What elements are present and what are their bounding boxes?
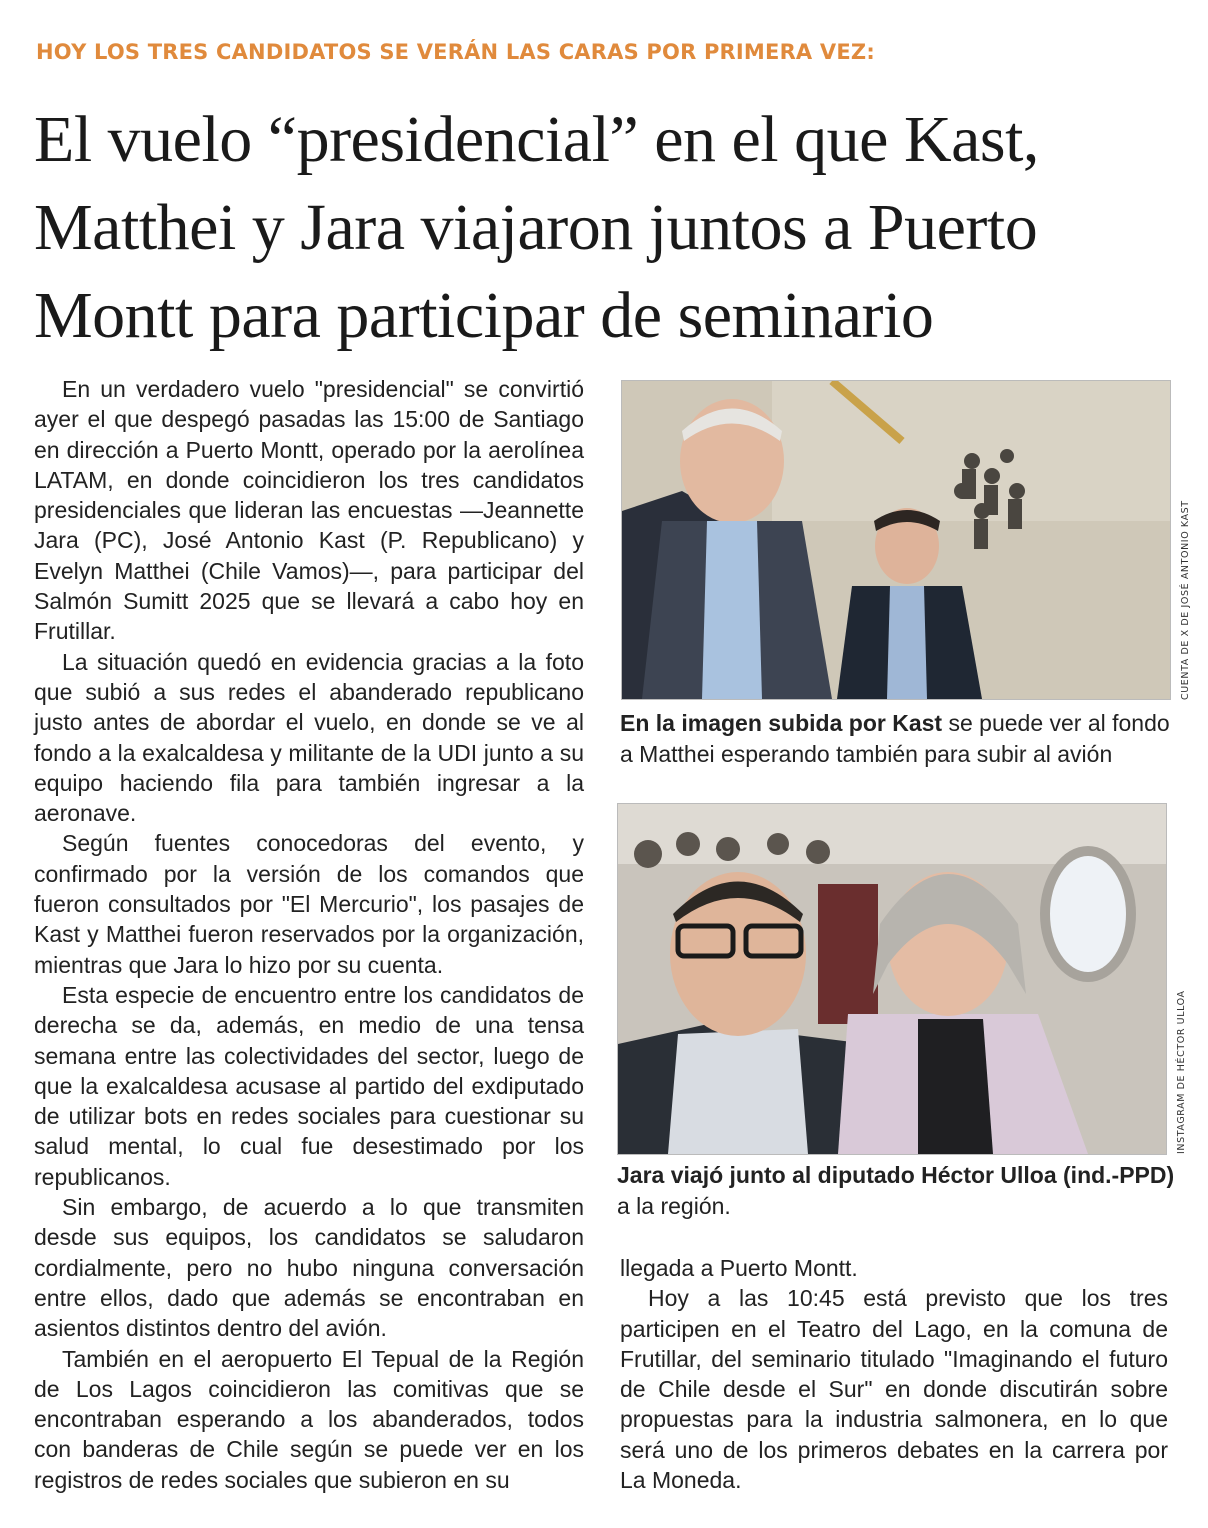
body-paragraph: Sin embargo, de acuerdo a lo que transmiten desde sus equipos, los candidatos se saludaron cordialmente, pero no hubo ninguna conversación entre ellos, dado que además se encontraban en asientos distintos dentro del avión.	[34, 1194, 584, 1342]
body-paragraph: Esta especie de encuentro entre los candidatos de derecha se da, además, en medio de una tensa semana entre las colectividades del sector, luego de que la exalcaldesa acusase al partido del exdiputado de utilizar bots en redes sociales para cuestionar su salud mental, lo cual fue desestimado por los republicanos.	[34, 981, 584, 1190]
photo1-caption-rest: se puede ver al fondo a Matthei esperando también para subir al avión	[620, 710, 1170, 767]
photo-kast-airport	[621, 380, 1171, 700]
photo2-caption-bold: Jara viajó junto al diputado Héctor Ulloa (ind.-PPD)	[617, 1162, 1175, 1188]
photo-jara-plane	[617, 803, 1167, 1155]
photo1-caption-bold: En la imagen subida por Kast	[620, 710, 943, 736]
body-paragraph: También en el aeropuerto El Tepual de la Región de Los Lagos coincidieron las comitivas que se encontraban esperando a los abanderados, todos con banderas de Chile según se puede ver en los registros de redes sociales que subieron en su	[34, 1345, 584, 1493]
body-continuation: llegada a Puerto Montt.	[620, 1255, 858, 1281]
right-column	[620, 1253, 1168, 1495]
photo2-credit: INSTAGRAM DE HÉCTOR ULLOA	[1176, 990, 1187, 1154]
photo-jara-illustration	[618, 804, 1166, 1154]
body-paragraph: Hoy a las 10:45 está previsto que los tres participen en el Teatro del Lago, en la comuna de Frutillar, del seminario titulado "Imaginando el futuro de Chile desde el Sur" en donde discutirán sobre propuestas para la industria salmonera, en lo que será uno de los primeros debates en la carrera por La Moneda.	[620, 1285, 1168, 1494]
article-kicker: HOY LOS TRES CANDIDATOS SE VERÁN LAS CARAS POR PRIMERA VEZ:	[36, 40, 875, 64]
body-paragraph: En un verdadero vuelo "presidencial" se convirtió ayer el que despegó pasadas las 15:00 de Santiago en dirección a Puerto Montt, operado por la aerolínea LATAM, en donde coincidieron los tres candidatos presidenciales que lideran las encuestas —Jeannette Jara (PC), José Antonio Kast (P. Republicano) y Evelyn Matthei (Chile Vamos)—, para participar del Salmón Sumitt 2025 que se llevará a cabo hoy en Frutillar.	[34, 376, 584, 645]
left-column	[34, 374, 584, 1495]
article-headline: El vuelo “presidencial” en el que Kast, Matthei y Jara viajaron juntos a Puerto Montt para participar de seminario	[34, 103, 1039, 352]
body-paragraph: Según fuentes conocedoras del evento, y confirmado por la versión de los comandos que fueron consultados por "El Mercurio", los pasajes de Kast y Matthei fueron reservados por la organización, mientras que Jara lo hizo por su cuenta.	[34, 830, 584, 978]
photo1-credit: CUENTA DE X DE JOSÉ ANTONIO KAST	[1180, 500, 1191, 700]
photo2-caption-rest: a la región.	[617, 1193, 731, 1219]
photo-kast-illustration	[622, 381, 1170, 699]
photo2-caption	[617, 1160, 1177, 1222]
body-paragraph: La situación quedó en evidencia gracias a la foto que subió a sus redes el abanderado republicano justo antes de abordar el vuelo, en donde se ve al fondo a la exalcaldesa y militante de la UDI junto a su equipo haciendo fila para también ingresar a la aeronave.	[34, 648, 584, 827]
photo1-caption	[620, 708, 1180, 770]
